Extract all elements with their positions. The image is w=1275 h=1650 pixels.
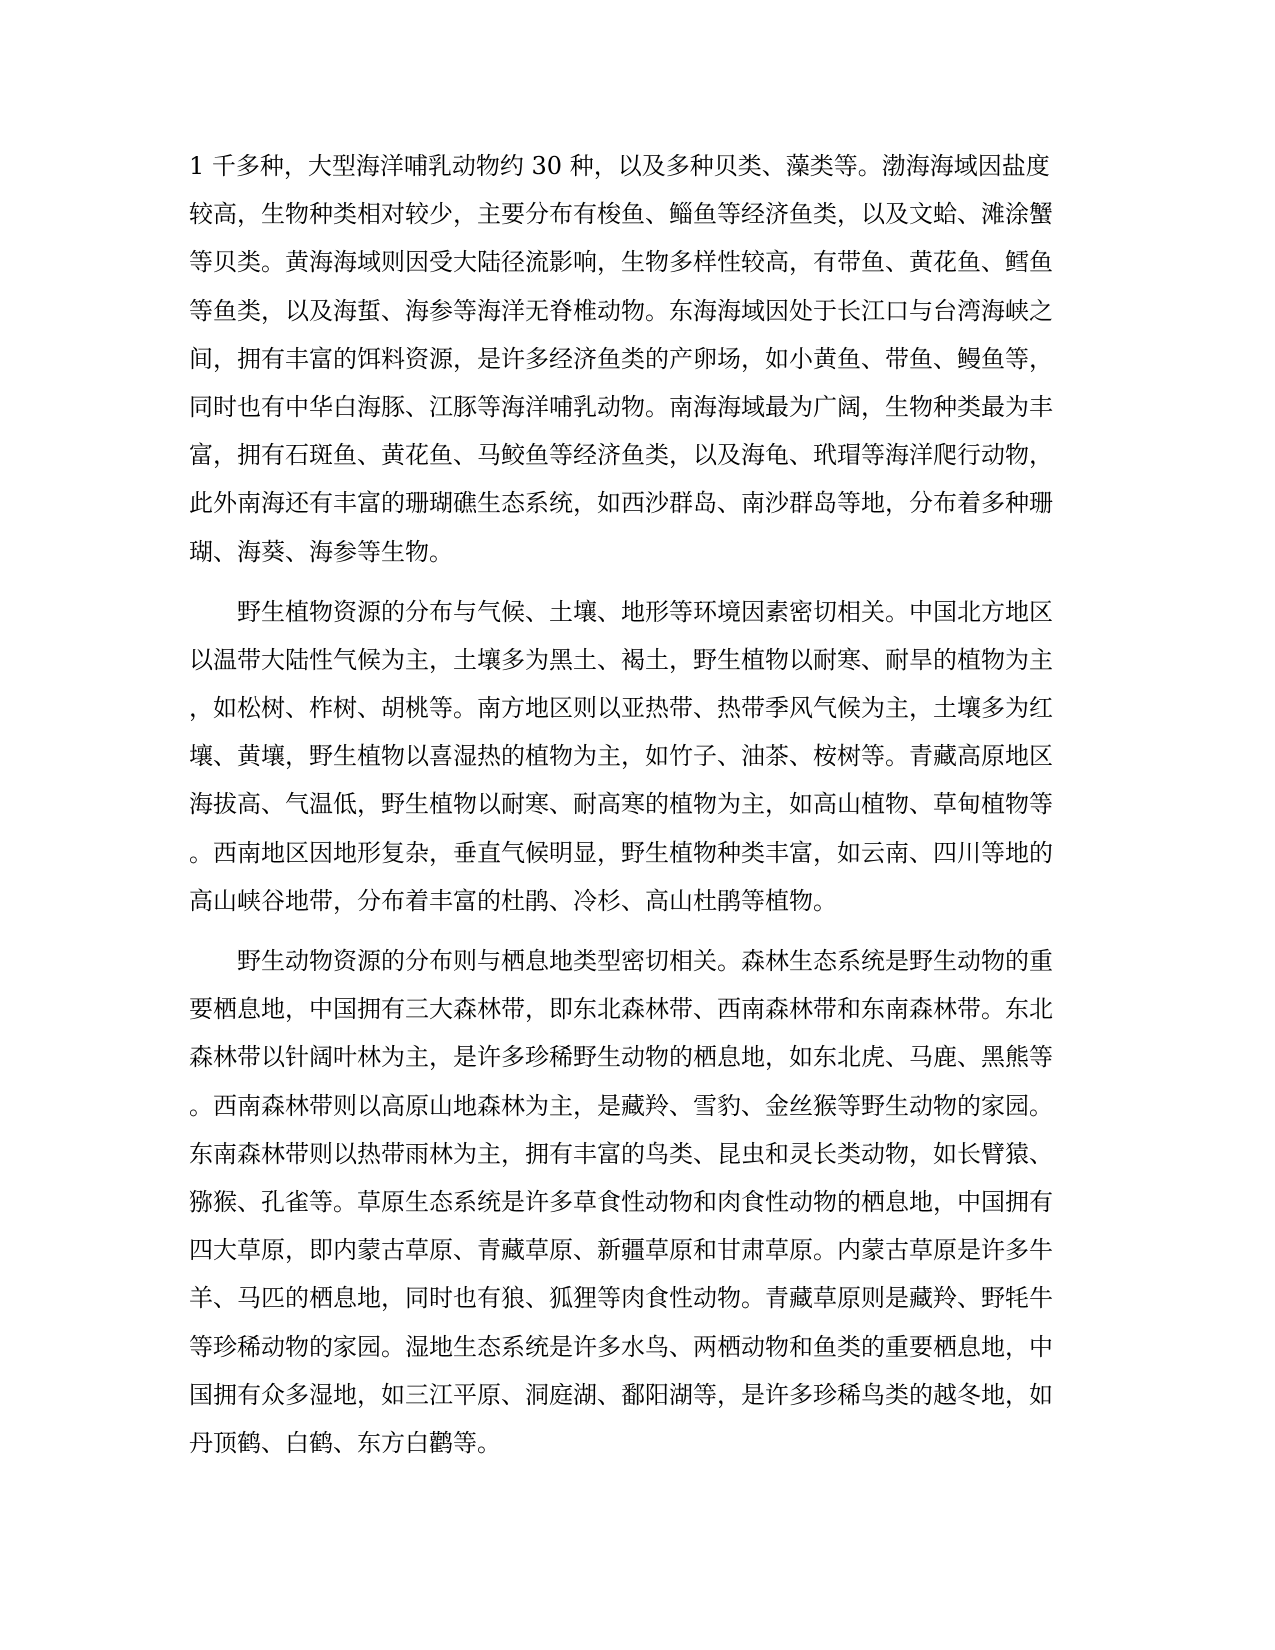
text-line: 高山峡谷地带，分布着丰富的杜鹃、冷杉、高山杜鹃等植物。 xyxy=(189,886,837,915)
paragraph-plants xyxy=(189,588,1086,925)
text-line: 东南森林带则以热带雨林为主，拥有丰富的鸟类、昆虫和灵长类动物，如长臂猿、 xyxy=(189,1139,1053,1168)
text-line: 猕猴、孔雀等。草原生态系统是许多草食性动物和肉食性动物的栖息地，中国拥有 xyxy=(189,1187,1053,1216)
text-line: 。西南森林带则以高原山地森林为主，是藏羚、雪豹、金丝猴等野生动物的家园。 xyxy=(189,1091,1053,1120)
paragraph-animals xyxy=(189,937,1086,1467)
text-line: 等贝类。黄海海域则因受大陆径流影响，生物多样性较高，有带鱼、黄花鱼、鳕鱼 xyxy=(189,248,1053,277)
text-line: 瑚、海葵、海参等生物。 xyxy=(189,537,453,566)
text-line: 野生动物资源的分布则与栖息地类型密切相关。森林生态系统是野生动物的重 xyxy=(189,947,1053,975)
text-line: 同时也有中华白海豚、江豚等海洋哺乳动物。南海海域最为广阔，生物种类最为丰 xyxy=(189,392,1053,421)
text-line: 森林带以针阔叶林为主，是许多珍稀野生动物的栖息地，如东北虎、马鹿、黑熊等 xyxy=(189,1043,1053,1072)
text-line: ，如松树、柞树、胡桃等。南方地区则以亚热带、热带季风气候为主，土壤多为红 xyxy=(189,694,1053,723)
text-line: 国拥有众多湿地，如三江平原、洞庭湖、鄱阳湖等，是许多珍稀鸟类的越冬地，如 xyxy=(189,1380,1053,1409)
text-line: 海拔高、气温低，野生植物以耐寒、耐高寒的植物为主，如高山植物、草甸植物等 xyxy=(189,790,1053,819)
text-line: 。西南地区因地形复杂，垂直气候明显，野生植物种类丰富，如云南、四川等地的 xyxy=(189,838,1053,867)
text-line: 要栖息地，中国拥有三大森林带，即东北森林带、西南森林带和东南森林带。东北 xyxy=(189,995,1053,1024)
text-line: 富，拥有石斑鱼、黄花鱼、马鲛鱼等经济鱼类，以及海龟、玳瑁等海洋爬行动物， xyxy=(189,441,1053,470)
document-body xyxy=(189,142,1086,1467)
text-line: 较高，生物种类相对较少，主要分布有梭鱼、鲻鱼等经济鱼类，以及文蛤、滩涂蟹 xyxy=(189,200,1053,229)
text-line: 等鱼类，以及海蜇、海参等海洋无脊椎动物。东海海域因处于长江口与台湾海峡之 xyxy=(189,296,1053,325)
text-line: 羊、马匹的栖息地，同时也有狼、狐狸等肉食性动物。青藏草原则是藏羚、野牦牛 xyxy=(189,1284,1053,1313)
text-line: 四大草原，即内蒙古草原、青藏草原、新疆草原和甘肃草原。内蒙古草原是许多牛 xyxy=(189,1236,1053,1265)
paragraph-marine xyxy=(189,142,1086,576)
text-line: 1 千多种，大型海洋哺乳动物约 30 种，以及多种贝类、藻类等。渤海海域因盐度 xyxy=(189,152,1050,180)
text-line: 等珍稀动物的家园。湿地生态系统是许多水鸟、两栖动物和鱼类的重要栖息地，中 xyxy=(189,1332,1053,1361)
text-line: 野生植物资源的分布与气候、土壤、地形等环境因素密切相关。中国北方地区 xyxy=(189,597,1053,626)
text-line: 壤、黄壤，野生植物以喜湿热的植物为主，如竹子、油茶、桉树等。青藏高原地区 xyxy=(189,742,1053,771)
text-line: 间，拥有丰富的饵料资源，是许多经济鱼类的产卵场，如小黄鱼、带鱼、鳗鱼等， xyxy=(189,344,1053,373)
text-line: 以温带大陆性气候为主，土壤多为黑土、褐土，野生植物以耐寒、耐旱的植物为主 xyxy=(189,645,1053,674)
text-line: 丹顶鹤、白鹤、东方白鹳等。 xyxy=(189,1428,501,1457)
text-line: 此外南海还有丰富的珊瑚礁生态系统，如西沙群岛、南沙群岛等地，分布着多种珊 xyxy=(189,489,1053,518)
